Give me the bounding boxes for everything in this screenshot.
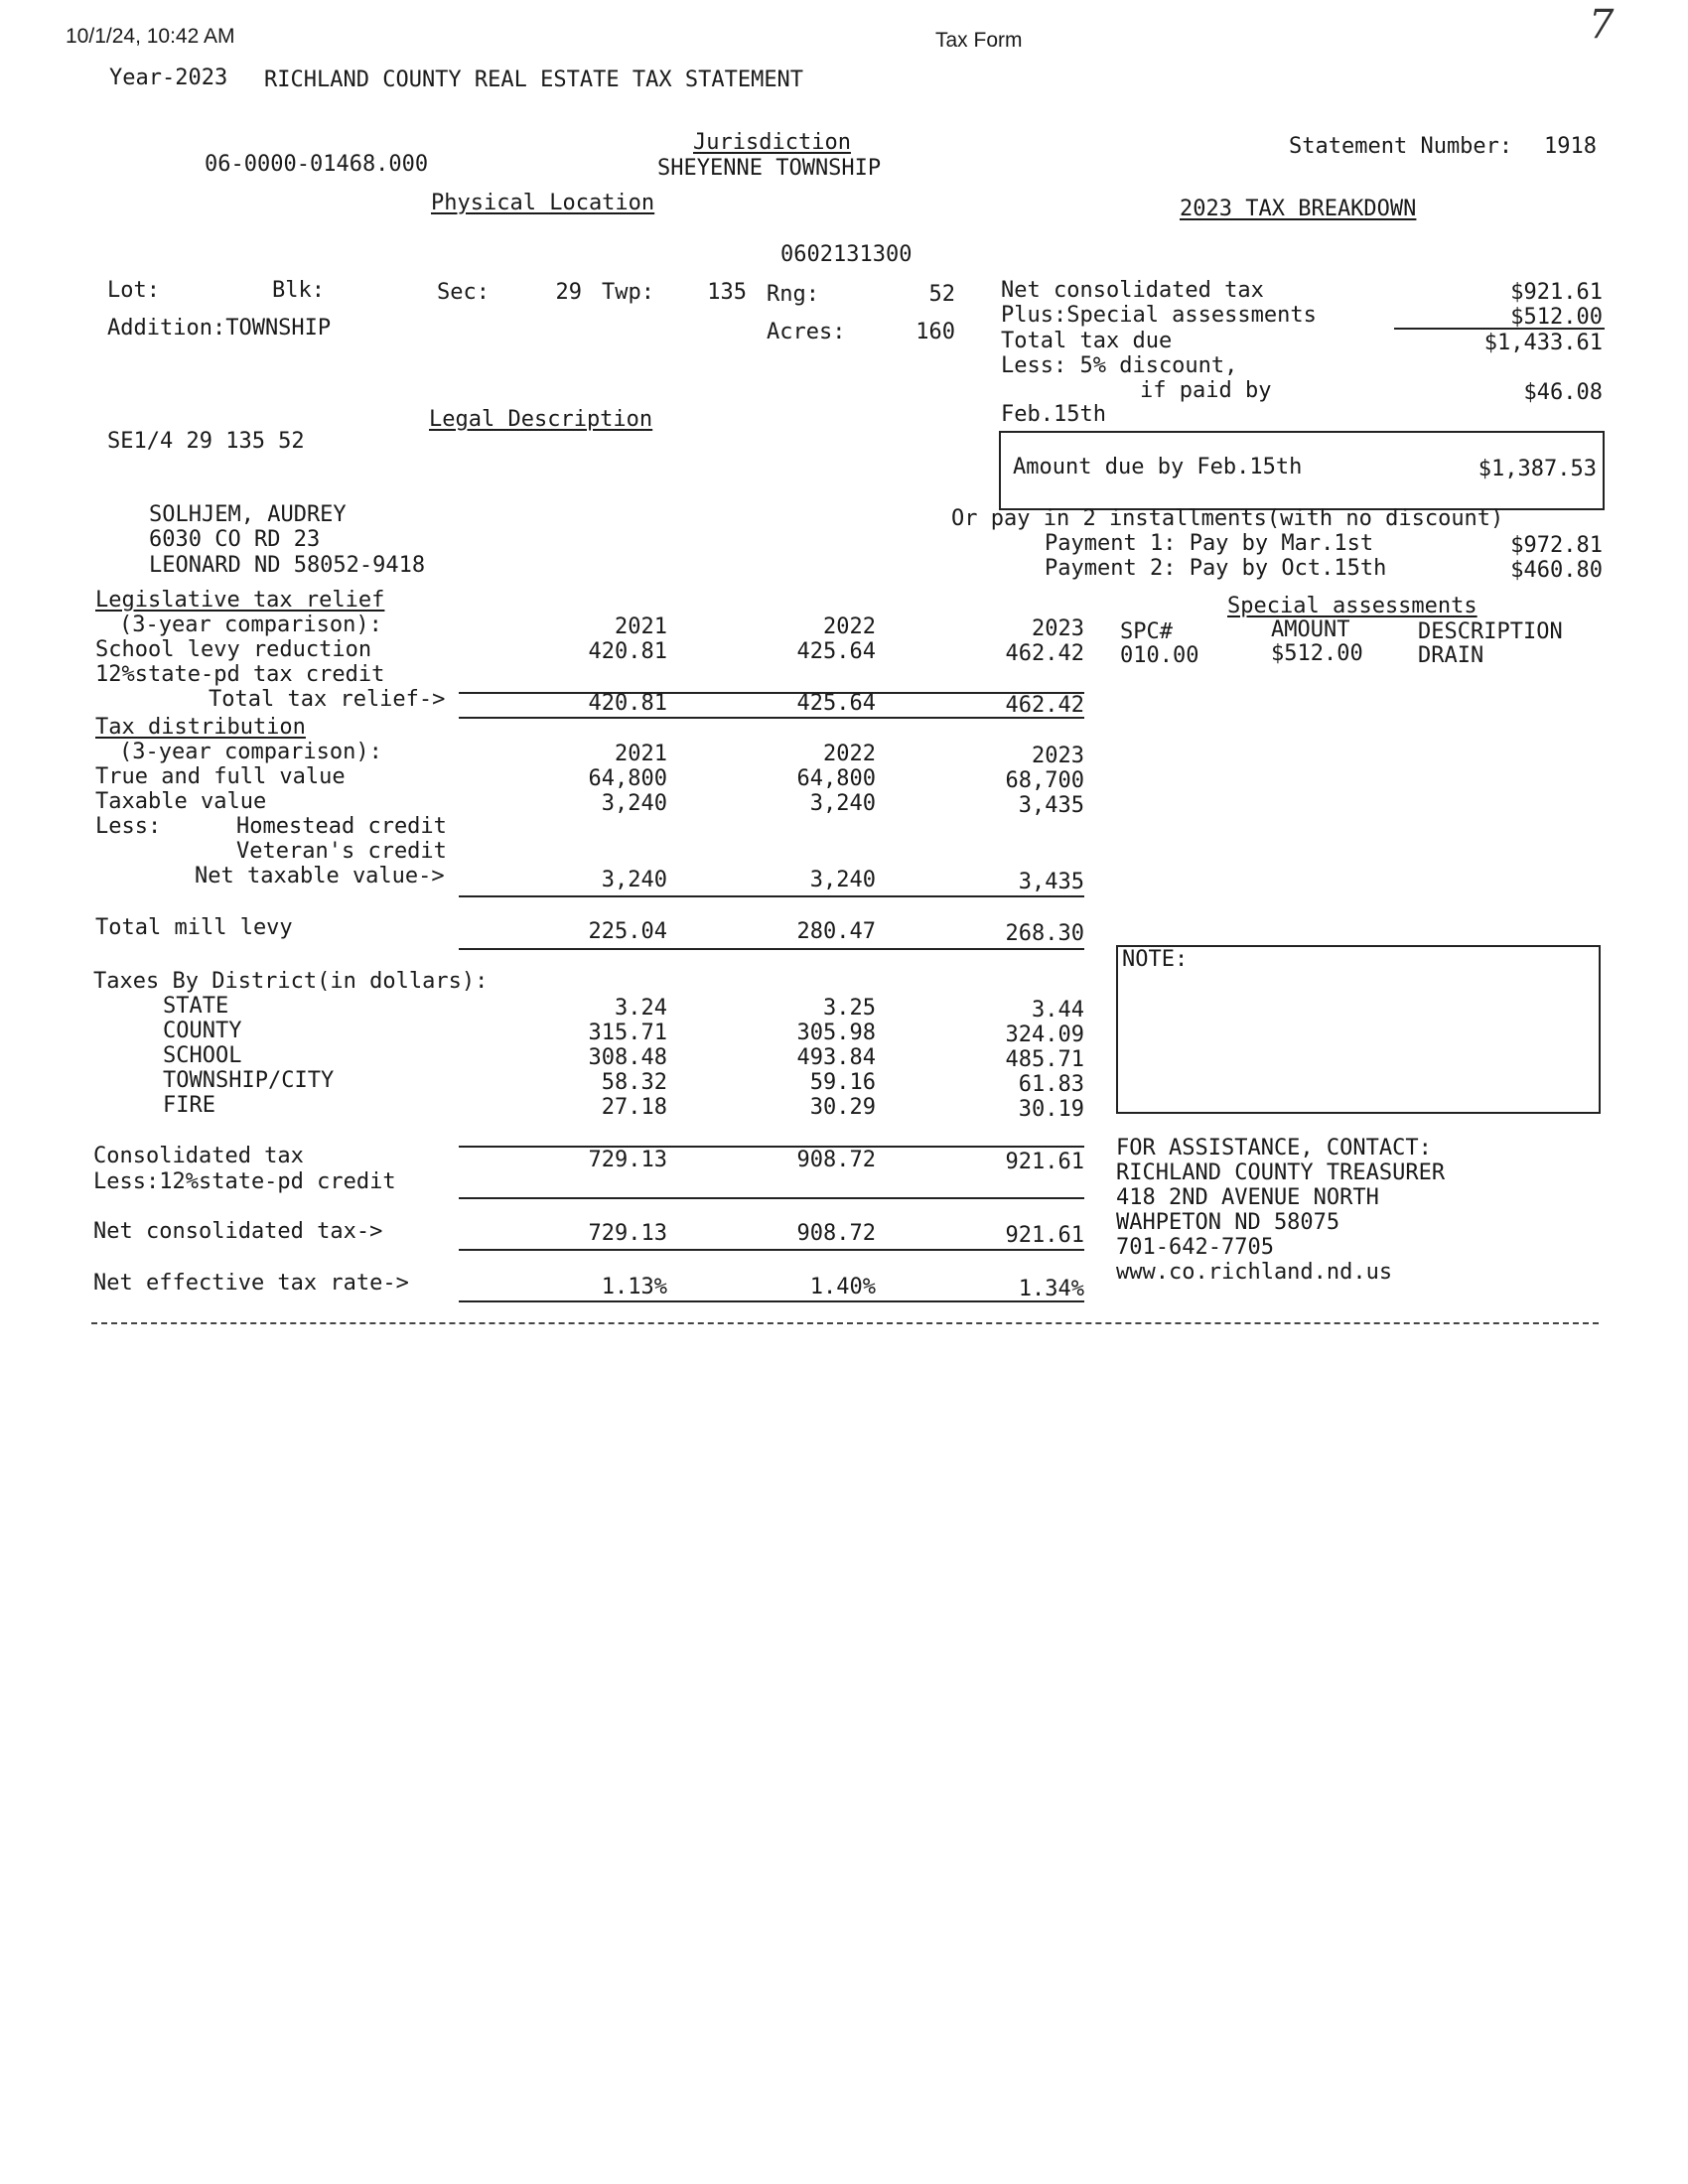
taxable-value-label: Taxable value	[95, 789, 267, 814]
true-value-2023: 68,700	[1005, 768, 1084, 793]
sec-value: 29	[555, 280, 582, 305]
breakdown-sum-rule	[1394, 328, 1605, 330]
net-taxable-label: Net taxable value->	[195, 864, 445, 888]
school-levy-2023: 462.42	[1005, 641, 1084, 666]
net-taxable-2023: 3,435	[1018, 870, 1084, 894]
true-value-2021: 64,800	[588, 766, 667, 791]
less-label: Less:	[95, 814, 162, 839]
effective-rate-label: Net effective tax rate->	[93, 1271, 409, 1296]
effective-rate-2023: 1.34%	[1018, 1277, 1084, 1301]
distribution-year-2021: 2021	[615, 742, 667, 766]
taxable-value-2021: 3,240	[601, 791, 667, 816]
breakdown-special-label: Plus:Special assessments	[1001, 303, 1317, 328]
mill-levy-2023: 268.30	[1005, 921, 1084, 946]
effective-rate-2021: 1.13%	[601, 1275, 667, 1299]
net-taxable-rule	[459, 895, 1084, 897]
district-school-2023: 485.71	[1005, 1047, 1084, 1072]
district-county-2022: 305.98	[796, 1021, 876, 1045]
acres-label: Acres:	[767, 320, 846, 344]
state-credit-label: 12%state-pd tax credit	[95, 662, 385, 687]
true-value-2022: 64,800	[796, 766, 876, 791]
district-state-2021: 3.24	[615, 996, 667, 1021]
amount-column-header: AMOUNT	[1271, 617, 1350, 642]
district-county-2023: 324.09	[1005, 1023, 1084, 1047]
district-state-2022: 3.25	[823, 996, 876, 1021]
physical-location-heading: Physical Location	[431, 191, 655, 215]
tear-off-line	[91, 1322, 1599, 1324]
district-fire-2021: 27.18	[601, 1095, 667, 1120]
taxable-value-2023: 3,435	[1018, 793, 1084, 818]
relief-heading: Legislative tax relief	[95, 588, 385, 613]
net-consolidated-2021: 729.13	[588, 1221, 667, 1246]
owner-address-line-2: LEONARD ND 58052-9418	[149, 553, 426, 578]
payment-1-value: $972.81	[1510, 533, 1603, 558]
jurisdiction-name: SHEYENNE TOWNSHIP	[657, 156, 882, 181]
school-levy-2022: 425.64	[796, 639, 876, 664]
special-assessments-heading: Special assessments	[1227, 594, 1477, 618]
district-name-state: STATE	[163, 994, 229, 1019]
owner-name: SOLHJEM, AUDREY	[149, 502, 347, 527]
description-column-header: DESCRIPTION	[1418, 619, 1563, 644]
homestead-credit-label: Homestead credit	[236, 814, 447, 839]
mill-levy-2021: 225.04	[588, 919, 667, 944]
total-relief-2023: 462.42	[1005, 693, 1084, 718]
net-consolidated-rule	[459, 1249, 1084, 1251]
breakdown-total-value: $1,433.61	[1483, 331, 1603, 355]
districts-heading: Taxes By District(in dollars):	[93, 969, 489, 994]
school-levy-label: School levy reduction	[95, 637, 372, 662]
statement-year: Year-2023	[109, 66, 228, 90]
mill-levy-rule	[459, 948, 1084, 950]
effective-rate-2022: 1.40%	[809, 1275, 876, 1299]
taxable-value-2022: 3,240	[809, 791, 876, 816]
district-fire-2023: 30.19	[1018, 1097, 1084, 1122]
net-taxable-2022: 3,240	[809, 868, 876, 892]
acres-value: 160	[915, 320, 955, 344]
breakdown-discount-condition: if paid by	[1140, 378, 1272, 403]
lot-label: Lot:	[107, 278, 160, 303]
contact-line-3: 418 2ND AVENUE NORTH	[1116, 1185, 1379, 1210]
district-township-2021: 58.32	[601, 1070, 667, 1095]
district-name-fire: FIRE	[163, 1093, 215, 1118]
legal-description: SE1/4 29 135 52	[107, 429, 305, 454]
rng-label: Rng:	[767, 282, 819, 307]
consolidated-tax-2022: 908.72	[796, 1148, 876, 1172]
district-fire-2022: 30.29	[809, 1095, 876, 1120]
distribution-comparison: (3-year comparison):	[119, 740, 382, 764]
statement-title: RICHLAND COUNTY REAL ESTATE TAX STATEMENT	[264, 68, 804, 92]
payment-1-label: Payment 1: Pay by Mar.1st	[1045, 531, 1374, 556]
spc-column-header: SPC#	[1120, 619, 1173, 644]
district-state-2023: 3.44	[1032, 998, 1084, 1023]
jurisdiction-label: Jurisdiction	[693, 130, 851, 155]
contact-line-4: WAHPETON ND 58075	[1116, 1210, 1340, 1235]
effective-rate-rule	[459, 1300, 1084, 1302]
district-county-2021: 315.71	[588, 1021, 667, 1045]
handwritten-page-mark: 7	[1589, 2, 1615, 48]
amount-due-value: $1,387.53	[1477, 457, 1597, 481]
relief-year-2022: 2022	[823, 614, 876, 639]
contact-line-1: FOR ASSISTANCE, CONTACT:	[1116, 1136, 1432, 1160]
parcel-number: 06-0000-01468.000	[205, 152, 429, 177]
breakdown-net-value: $921.61	[1510, 280, 1603, 305]
breakdown-discount-date: Feb.15th	[1001, 402, 1106, 427]
net-consolidated-2022: 908.72	[796, 1221, 876, 1246]
true-value-label: True and full value	[95, 764, 346, 789]
district-name-county: COUNTY	[163, 1019, 242, 1043]
assessment-amount: $512.00	[1271, 641, 1363, 666]
district-school-2021: 308.48	[588, 1045, 667, 1070]
statement-number: 1918	[1544, 134, 1597, 159]
payment-2-label: Payment 2: Pay by Oct.15th	[1045, 556, 1387, 581]
location-code: 0602131300	[780, 242, 913, 267]
print-title: Tax Form	[935, 29, 1023, 52]
relief-bottom-rule	[459, 717, 1084, 719]
state-paid-credit-label: Less:12%state-pd credit	[93, 1169, 396, 1194]
distribution-year-2023: 2023	[1032, 744, 1084, 768]
legal-description-heading: Legal Description	[429, 407, 653, 432]
sec-label: Sec:	[437, 280, 490, 305]
district-school-2022: 493.84	[796, 1045, 876, 1070]
print-datetime: 10/1/24, 10:42 AM	[66, 25, 235, 48]
net-consolidated-label: Net consolidated tax->	[93, 1219, 383, 1244]
consolidated-tax-label: Consolidated tax	[93, 1144, 304, 1168]
addition: Addition:TOWNSHIP	[107, 316, 332, 341]
installments-label: Or pay in 2 installments(with no discount)	[951, 506, 1504, 531]
twp-value: 135	[707, 280, 747, 305]
relief-year-2023: 2023	[1032, 616, 1084, 641]
credit-rule	[459, 1197, 1084, 1199]
district-name-township: TOWNSHIP/CITY	[163, 1068, 335, 1093]
total-relief-2021: 420.81	[588, 691, 667, 716]
blk-label: Blk:	[272, 278, 325, 303]
mill-levy-label: Total mill levy	[95, 915, 293, 940]
district-name-school: SCHOOL	[163, 1043, 242, 1068]
net-consolidated-2023: 921.61	[1005, 1223, 1084, 1248]
statement-number-label: Statement Number:	[1289, 134, 1513, 159]
district-township-2023: 61.83	[1018, 1072, 1084, 1097]
relief-comparison: (3-year comparison):	[119, 613, 382, 637]
contact-line-2: RICHLAND COUNTY TREASURER	[1116, 1160, 1446, 1185]
payment-2-value: $460.80	[1510, 558, 1603, 583]
consolidated-tax-2021: 729.13	[588, 1148, 667, 1172]
total-relief-2022: 425.64	[796, 691, 876, 716]
veteran-credit-label: Veteran's credit	[236, 839, 447, 864]
consolidated-tax-2023: 921.61	[1005, 1150, 1084, 1174]
breakdown-discount-value: $46.08	[1523, 380, 1603, 405]
school-levy-2021: 420.81	[588, 639, 667, 664]
total-relief-label: Total tax relief->	[209, 687, 446, 712]
note-box	[1116, 945, 1601, 1114]
amount-due-label: Amount due by Feb.15th	[1013, 455, 1303, 479]
relief-year-2021: 2021	[615, 614, 667, 639]
assessment-spc: 010.00	[1120, 643, 1199, 668]
mill-levy-2022: 280.47	[796, 919, 876, 944]
tax-breakdown-heading: 2023 TAX BREAKDOWN	[1180, 197, 1417, 221]
contact-phone: 701-642-7705	[1116, 1235, 1274, 1260]
breakdown-total-label: Total tax due	[1001, 329, 1173, 353]
district-township-2022: 59.16	[809, 1070, 876, 1095]
breakdown-net-label: Net consolidated tax	[1001, 278, 1264, 303]
distribution-heading: Tax distribution	[95, 715, 306, 740]
distribution-year-2022: 2022	[823, 742, 876, 766]
breakdown-special-value: $512.00	[1510, 305, 1603, 330]
assessment-description: DRAIN	[1418, 643, 1484, 668]
rng-value: 52	[928, 282, 955, 307]
owner-address-line-1: 6030 CO RD 23	[149, 527, 321, 552]
amount-due-box	[999, 431, 1605, 510]
twp-label: Twp:	[602, 280, 654, 305]
net-taxable-2021: 3,240	[601, 868, 667, 892]
breakdown-discount-label: Less: 5% discount,	[1001, 353, 1238, 378]
contact-website: www.co.richland.nd.us	[1116, 1260, 1393, 1285]
note-label: NOTE:	[1122, 947, 1189, 972]
